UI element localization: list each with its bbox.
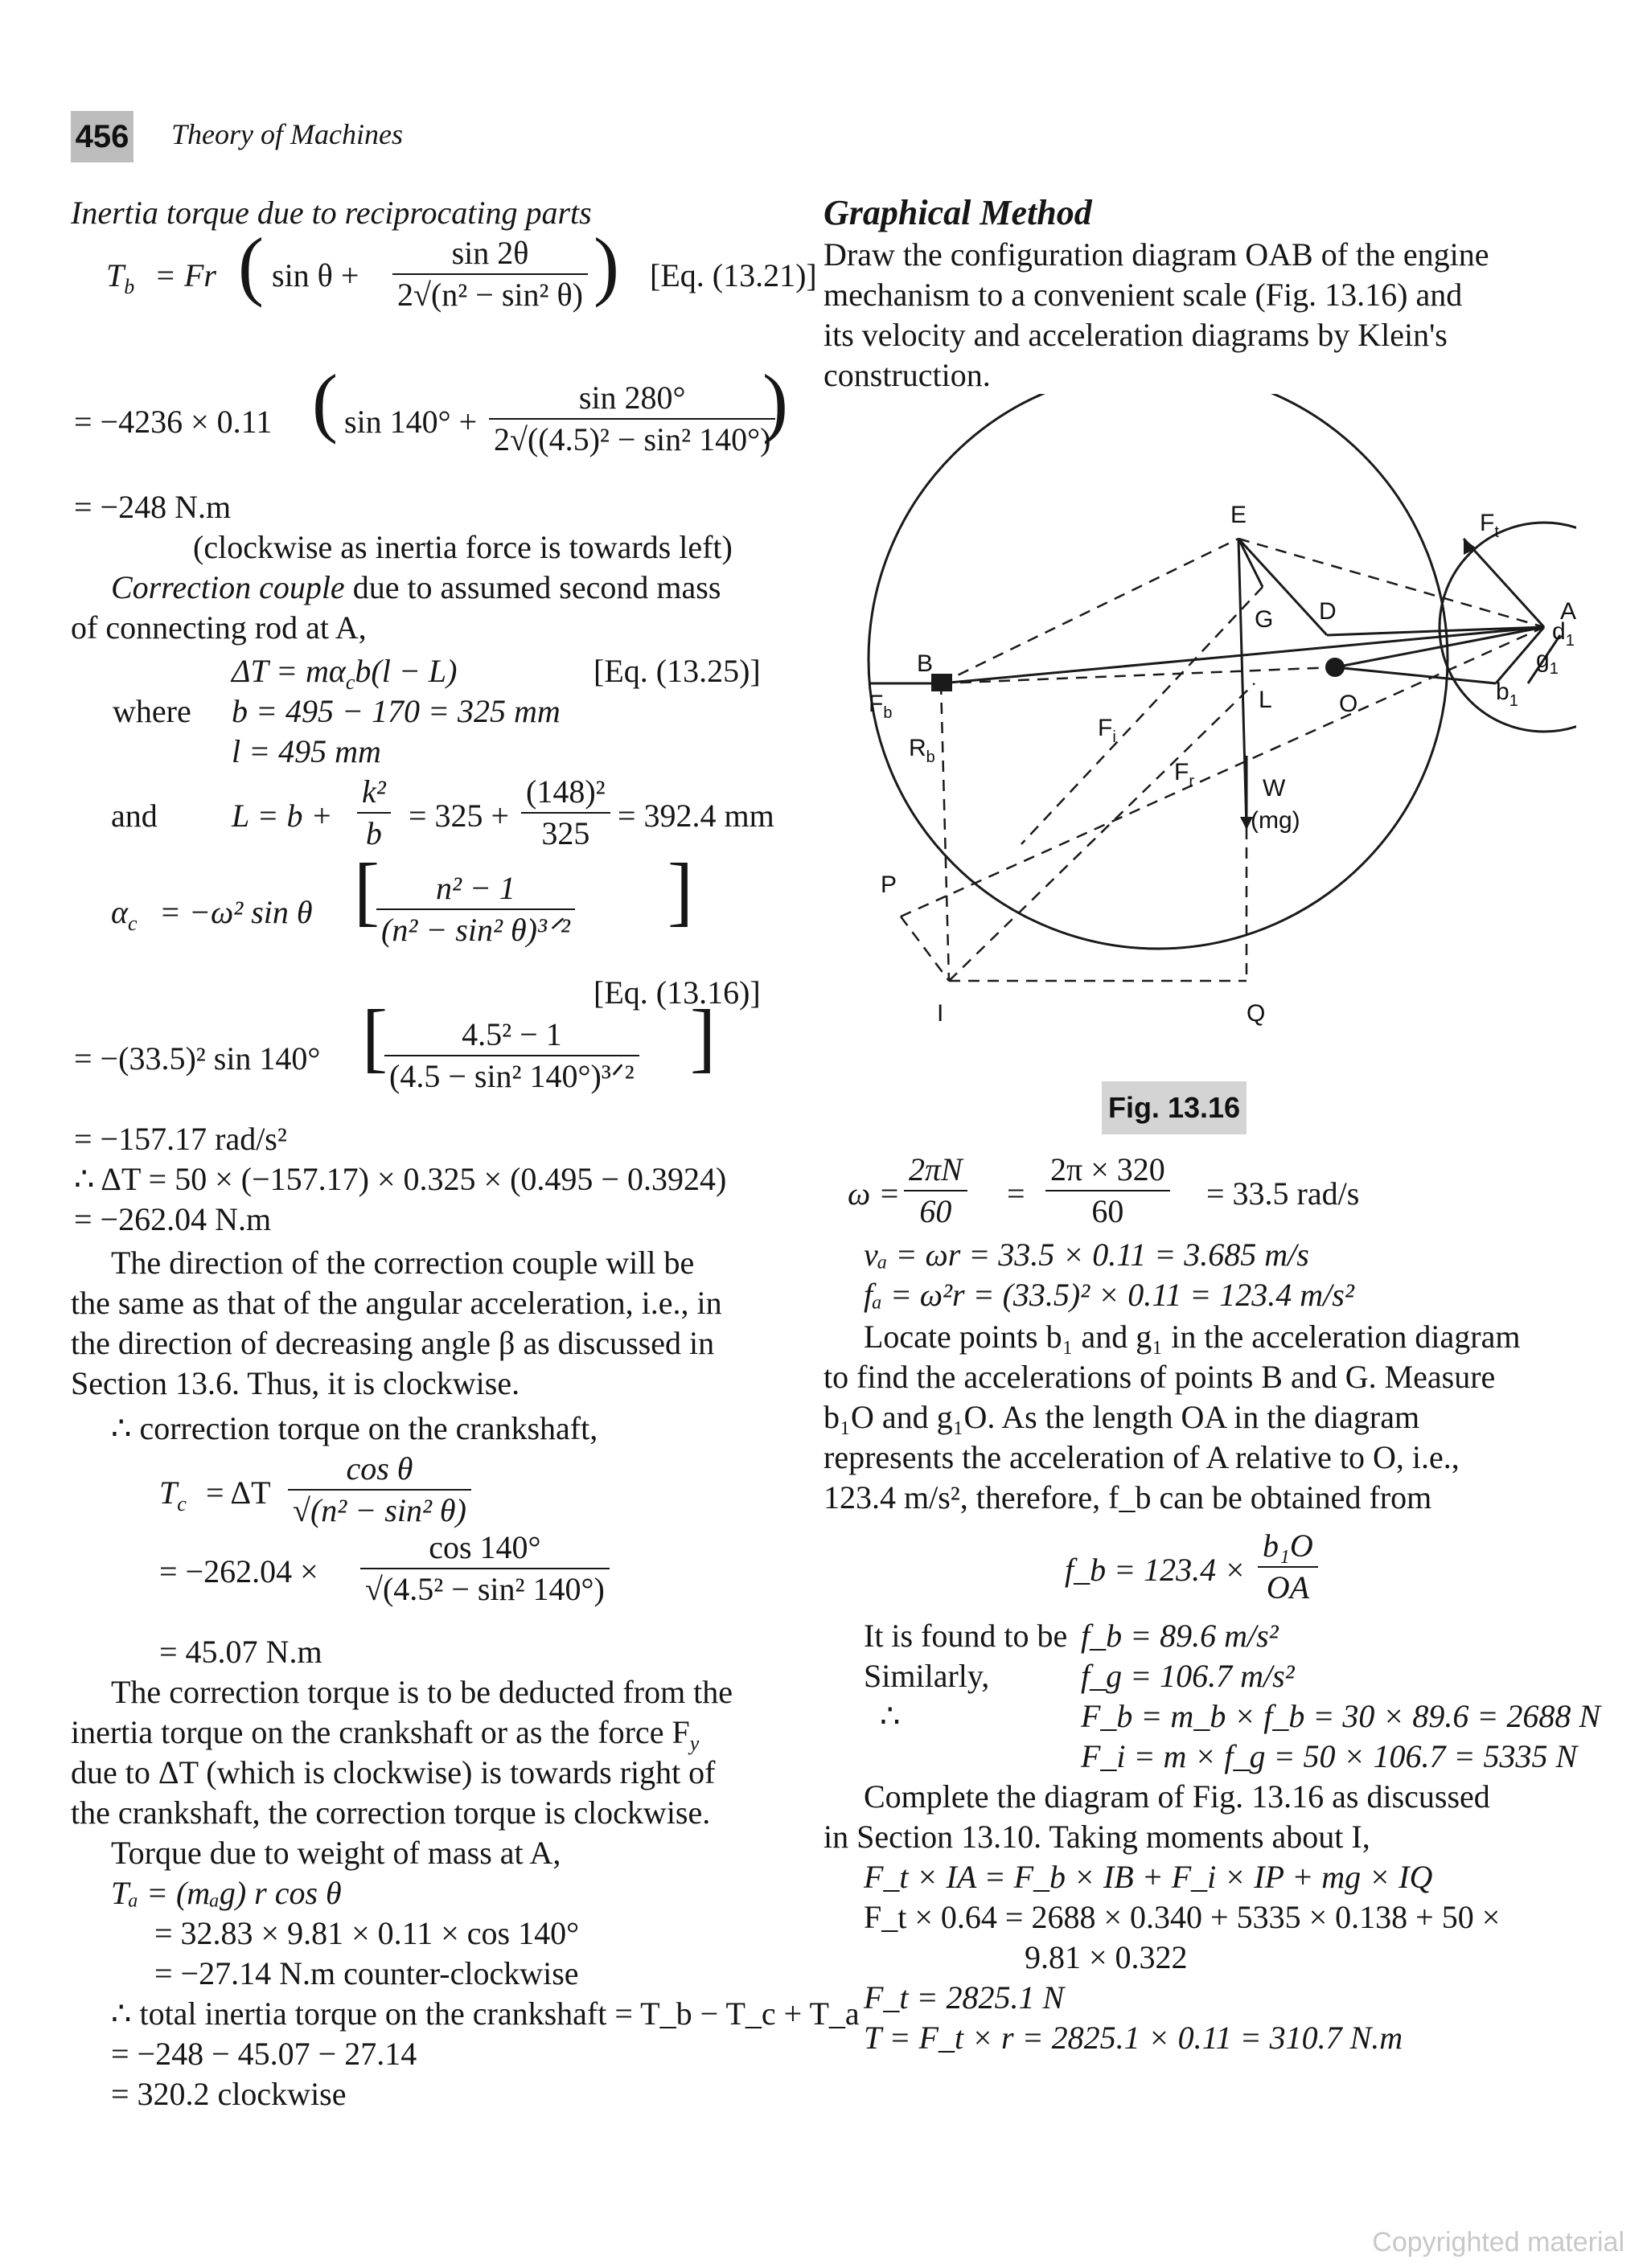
paragraph-line: mechanism to a convenient scale (Fig. 13.16) and <box>824 277 1463 313</box>
watermark: Copyrighted material <box>1372 2227 1624 2258</box>
paragraph-line: The direction of the correction couple will be <box>111 1245 695 1281</box>
label-Q: Q <box>1247 1000 1266 1027</box>
paragraph-line: the crankshaft, the correction torque is clockwise. <box>71 1794 711 1831</box>
eq-fb-lhs: f_b = 123.4 × <box>1065 1552 1247 1588</box>
eq-tc-value-lhs: = −262.04 × <box>159 1553 318 1589</box>
dashed-G-P <box>1021 587 1263 844</box>
eq-alpha-c-frac: $\frac{\text{n² − 1}}{\text{(n² − sin² θ)³ᐟ²}}$ <box>376 868 575 950</box>
weight-torque-label: Torque due to weight of mass at A, <box>111 1835 561 1871</box>
eq-L-frac2: $\frac{\text{(148)²}}{325}$ <box>521 772 610 854</box>
dashed-P-I <box>901 917 949 981</box>
correction-torque-label: ∴ correction torque on the crankshaft, <box>111 1410 598 1446</box>
bracket-close: ] <box>667 847 693 933</box>
paragraph-line: inertia torque on the crankshaft or as the force $F_y$ <box>71 1714 700 1755</box>
label-d1: $d_1$ <box>1552 618 1575 650</box>
eq-ref-13-21: [Eq. (13.21)] <box>650 257 817 293</box>
paragraph-line: Draw the configuration diagram OAB of the engine <box>824 236 1489 273</box>
paren-close: ) <box>593 222 619 308</box>
label-Ft: $F_t$ <box>1480 510 1499 541</box>
result-tc: = 45.07 N.m <box>159 1634 322 1670</box>
eq-L-lhs: L = b + <box>232 798 333 834</box>
total-torque-result: = 320.2 clockwise <box>111 2076 347 2112</box>
where-label: where <box>113 693 191 729</box>
paren-close: ) <box>762 359 788 445</box>
eq-fb-value: f_b = 89.6 m/s² <box>1081 1618 1279 1654</box>
section-title: Graphical Method <box>824 193 1092 232</box>
correction-couple-line: Correction couple due to assumed second mass <box>111 569 721 605</box>
label-A: A <box>1560 598 1576 625</box>
eq-moments: F_t × IA = F_b × IB + F_i × IP + mg × IQ <box>864 1859 1433 1895</box>
eq-l: l = 495 mm <box>232 733 381 769</box>
eq-ta: Tₐ = (mₐg) r cos θ <box>111 1875 342 1911</box>
eq-tc-frac: $\frac{\text{cos θ}}{\text{√(n² − sin² θ)}}$ <box>288 1449 471 1531</box>
eq-va: vₐ = ωr = 33.5 × 0.11 = 3.685 m/s <box>864 1237 1309 1273</box>
label-Fr: $F_r$ <box>1174 759 1194 790</box>
page-number: 456 <box>71 111 133 162</box>
paragraph-line: The correction torque is to be deducted from the <box>111 1674 733 1710</box>
eq-tb-sin140: sin 140° + <box>344 404 478 440</box>
paren-open: ( <box>312 359 338 445</box>
eq-omega-eq: = <box>1007 1175 1025 1212</box>
running-head: Theory of Machines <box>171 118 403 150</box>
line-E-D <box>1238 539 1327 635</box>
paragraph-line: construction. <box>824 357 991 393</box>
result-ft: F_t = 2825.1 N <box>864 1979 1065 2016</box>
dashed-P-A <box>901 627 1544 917</box>
result-tb: = −248 N.m <box>74 489 232 525</box>
note-clockwise: (clockwise as inertia force is towards left) <box>193 529 733 565</box>
eq-fa: fₐ = ω²r = (33.5)² × 0.11 = 123.4 m/s² <box>864 1277 1354 1313</box>
eq-Fi-value: F_i = m × f_g = 50 × 106.7 = 5335 N <box>1081 1738 1578 1774</box>
eq-delta-t-value: ∴ ΔT = 50 × (−157.17) × 0.325 × (0.495 − 0.3924) <box>74 1161 727 1197</box>
bracket-open: [ <box>362 994 388 1080</box>
label-g1: $g_1$ <box>1536 646 1559 678</box>
large-circle <box>869 394 1448 949</box>
paragraph-line: represents the acceleration of A relative to O, i.e., <box>824 1439 1460 1475</box>
paragraph-line: in Section 13.10. Taking moments about I, <box>824 1819 1370 1855</box>
result-ta: = −27.14 N.m counter-clockwise <box>154 1955 579 1991</box>
eq-fg-value: f_g = 106.7 m/s² <box>1081 1658 1295 1694</box>
total-torque-sum: = −248 − 45.07 − 27.14 <box>111 2036 417 2072</box>
eq-tb-lhs: $T_b$ <box>106 257 135 298</box>
eq-tc-value-frac: $\frac{\cos 140^\circ}{\text{√(4.5² − sin² 140°)}}$ <box>360 1528 610 1610</box>
paragraph-line: the same as that of the angular acceleration, i.e., in <box>71 1285 722 1321</box>
label-Fb: $F_b$ <box>869 691 893 722</box>
found-label: It is found to be <box>864 1618 1068 1654</box>
result-torque: T = F_t × r = 2825.1 × 0.11 = 310.7 N.m <box>864 2020 1403 2056</box>
eq-L-result: = 392.4 mm <box>618 798 774 834</box>
eq-alpha-c-lhs: $\alpha_c$ <box>111 894 138 935</box>
dashed-E-A <box>1238 539 1544 627</box>
paragraph-line: Section 13.6. Thus, it is clockwise. <box>71 1365 520 1401</box>
eq-ta-value: = 32.83 × 9.81 × 0.11 × cos 140° <box>154 1915 580 1951</box>
label-Rb: $R_b$ <box>909 735 935 766</box>
eq-tb-frac2: $\frac{\sin 280^\circ}{\text{2√((4.5)² − sin² 140°)}}$ <box>489 378 775 460</box>
eq-tc-mid: = ΔT <box>206 1474 271 1511</box>
paren-open: ( <box>238 222 264 308</box>
subheading-inertia-torque: Inertia torque due to reciprocating parts <box>71 195 592 231</box>
label-G: G <box>1255 606 1274 633</box>
eq-ref-13-25: [Eq. (13.25)] <box>593 653 761 689</box>
eq-b: b = 495 − 170 = 325 mm <box>232 693 561 729</box>
force-ft-arrow <box>1464 539 1544 627</box>
label-L: L <box>1259 687 1272 713</box>
bracket-open: [ <box>354 847 380 933</box>
eq-moments-value: F_t × 0.64 = 2688 × 0.340 + 5335 × 0.138 + 50 × <box>864 1899 1501 1935</box>
figure-13-16-klein-construction <box>836 394 1576 1069</box>
dashed-B-I <box>941 683 949 981</box>
eq-omega-frac2: $\frac{2\pi \times 320}{60}$ <box>1045 1150 1170 1232</box>
eq-tc-lhs: $T_c$ <box>159 1474 187 1515</box>
label-W: W <box>1263 775 1286 802</box>
eq-L-frac1: $\frac{\text{k²}}{b}$ <box>357 772 391 854</box>
bracket-close: ] <box>690 994 716 1080</box>
eq-ref-13-16: [Eq. (13.16)] <box>593 974 761 1011</box>
paragraph-line: the direction of decreasing angle β as discussed in <box>71 1325 715 1361</box>
label-b1: $b_1$ <box>1496 679 1518 710</box>
eq-tb-sin: sin θ + <box>272 257 359 293</box>
result-delta-t: = −262.04 N.m <box>74 1201 272 1237</box>
label-B: B <box>917 650 934 677</box>
label-Fi: $F_i$ <box>1098 715 1116 746</box>
eq-Fb-value: F_b = m_b × f_b = 30 × 89.6 = 2688 N <box>1081 1698 1601 1734</box>
paragraph-line: its velocity and acceleration diagrams by Klein's <box>824 317 1448 353</box>
therefore-symbol: ∴ <box>880 1698 901 1734</box>
paragraph-line: due to ΔT (which is clockwise) is towards right of <box>71 1754 716 1790</box>
eq-omega-frac1: $\frac{2\pi N}{60}$ <box>904 1150 967 1232</box>
eq-omega-lhs: ω = <box>848 1175 901 1212</box>
line-b1-O <box>1335 667 1496 683</box>
eq-delta-t: $\Delta T = m\alpha_cb(l - L)$ <box>232 653 458 694</box>
paragraph-line: Locate points b₁ and g₁ in the acceleration diagram <box>864 1319 1521 1355</box>
label-E: E <box>1230 502 1247 528</box>
pivot-o <box>1325 658 1345 677</box>
label-I: I <box>937 1000 944 1027</box>
figure-caption: Fig. 13.16 <box>1102 1081 1247 1134</box>
connecting-rod-line: of connecting rod at A, <box>71 609 367 646</box>
paragraph-line: b₁O and g₁O. As the length OA in the diagram <box>824 1399 1420 1435</box>
similarly-label: Similarly, <box>864 1658 990 1694</box>
eq-L-mid: = 325 + <box>409 798 510 834</box>
and-label: and <box>111 798 158 834</box>
label-P: P <box>881 872 897 898</box>
eq-tb-value: = −4236 × 0.11 <box>74 404 273 440</box>
slider-block <box>931 674 952 691</box>
eq-alpha-value-frac: $\frac{\text{4.5² − 1}}{\text{(4.5 − sin² 140°)³ᐟ²}}$ <box>384 1015 639 1097</box>
dashed-B-O <box>941 667 1335 683</box>
paragraph-line: 123.4 m/s², therefore, f_b can be obtained from <box>824 1479 1432 1515</box>
eq-alpha-value-lhs: = −(33.5)² sin 140° <box>74 1040 321 1077</box>
paragraph-line: Complete the diagram of Fig. 13.16 as discussed <box>864 1778 1490 1815</box>
total-torque-line: ∴ total inertia torque on the crankshaft = T_b − T_c + T_a <box>111 1995 860 2032</box>
eq-omega-result: = 33.5 rad/s <box>1206 1175 1360 1212</box>
eq-tb-fr: = Fr <box>154 257 216 293</box>
paragraph-line: to find the accelerations of points B and G. Measure <box>824 1359 1496 1395</box>
result-alpha: = −157.17 rad/s² <box>74 1121 287 1157</box>
label-O: O <box>1339 691 1358 717</box>
label-mg: (mg) <box>1251 807 1300 834</box>
label-D: D <box>1319 598 1337 625</box>
eq-tb-frac: $\frac{\sin 2\theta}{\text{2√(n² − sin² θ)}}$ <box>392 233 588 315</box>
eq-alpha-c-mid: = −ω² sin θ <box>159 894 313 930</box>
eq-moments-value-cont: 9.81 × 0.322 <box>1025 1939 1188 1975</box>
eq-fb-frac: $\frac{\text{b₁O}}{OA}$ <box>1258 1526 1318 1608</box>
